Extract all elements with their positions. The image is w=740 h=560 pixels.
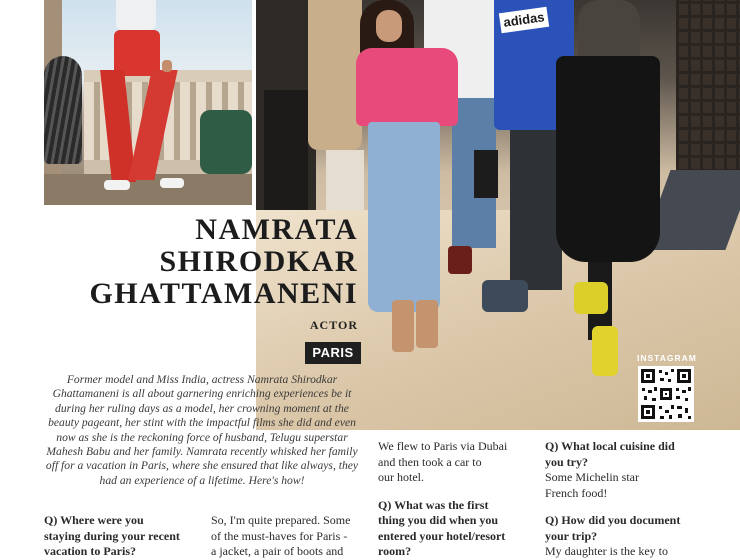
question-stay-line2: staying during your recent (44, 528, 180, 543)
answer-travel-line1: We flew to Paris via Dubai (378, 439, 508, 453)
article-headline (40, 214, 358, 310)
question-document-line2: your trip? (545, 528, 598, 543)
photo-model-balcony (44, 0, 252, 205)
answer-travel-line3: our hotel. (378, 470, 424, 484)
column-4 (545, 439, 715, 560)
answer-document-line1: My daughter is the key to (545, 544, 668, 558)
shirt-brand-text: adidas (499, 7, 549, 33)
question-document-line1: Q) How did you document (545, 513, 681, 527)
answer-packing-line2: of the must-haves for Paris - (211, 528, 348, 543)
instagram-label: INSTAGRAM (637, 353, 697, 363)
question-cuisine-line2: you try? (545, 454, 588, 469)
question-stay-line3: vacation to Paris? (44, 544, 136, 558)
question-stay-line1: Q) Where were you (44, 513, 144, 527)
article-intro: Former model and Miss India, actress Namrata Shirodkar Ghattamaneni is all about garnering enriching experiences be it during her ruling days as a model, her crowning moment at the beauty pageant, her stint with the impactful films she did and even now as she is the reckoning force of husband, Telugu superstar Mahesh Babu and her family. Namrata recently whisked her family off for a vacation in Paris, where she ensured that like always, they had an experience of a lifetime. Here's how! (45, 373, 359, 487)
qr-code-icon (638, 366, 694, 422)
question-first-thing-line4: room? (378, 544, 412, 558)
answer-packing-line3: a jacket, a pair of boots and (211, 544, 344, 558)
column-1 (44, 513, 204, 560)
answer-cuisine-line2: French food! (545, 485, 608, 500)
headline-last-name: GHATTAMANENI (89, 277, 358, 310)
column-2 (211, 513, 371, 560)
answer-cuisine-line1: Some Michelin star (545, 470, 639, 484)
answer-travel-line2: and then took a car to (378, 454, 482, 469)
headline-first-name: NAMRATA (195, 213, 358, 246)
headline-middle-name: SHIRODKAR (159, 245, 358, 278)
question-first-thing-line1: Q) What was the first (378, 497, 489, 512)
question-first-thing-line3: entered your hotel/resort (378, 528, 506, 543)
subject-role: ACTOR (309, 318, 358, 332)
answer-packing-line1: So, I'm quite prepared. Some (211, 513, 351, 527)
question-first-thing-line2: thing you did when you (378, 513, 499, 527)
city-tag: PARIS (305, 342, 361, 364)
column-3 (378, 439, 538, 560)
question-cuisine-line1: Q) What local cuisine did (545, 439, 675, 453)
